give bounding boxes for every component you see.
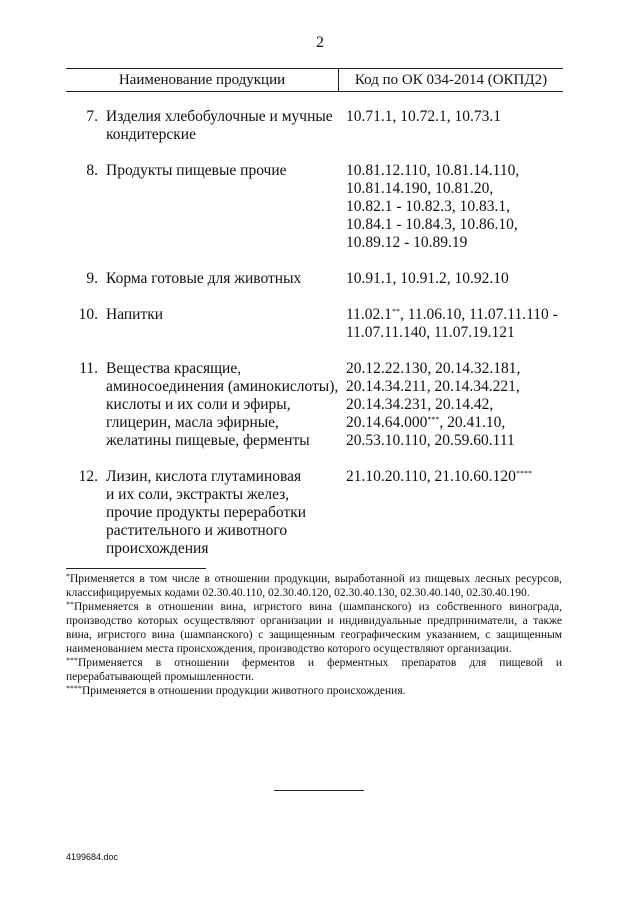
table-row (66, 162, 563, 252)
row-name-line: аминосоединения (аминокислоты), (106, 378, 339, 395)
code-text: , 20.41.10, (439, 414, 506, 431)
row-code-line: 10.71.1, 10.72.1, 10.73.1 (346, 108, 501, 125)
row-code-line (346, 414, 563, 432)
row-name-line: Корма готовые для животных (106, 270, 302, 287)
row-code (338, 270, 563, 288)
row-code-line: 10.82.1 - 10.82.3, 10.83.1, (346, 198, 511, 215)
row-code-line: 20.14.34.211, 20.14.34.221, (346, 378, 520, 395)
footnote (66, 600, 562, 656)
footnote-text: Применяется в отношении продукции животного происхождения. (82, 685, 406, 697)
products-table (66, 68, 563, 558)
footnote-mark: *** (66, 656, 78, 665)
row-name (106, 306, 338, 342)
row-code-line: 10.84.1 - 10.84.3, 10.86.10, (346, 216, 518, 233)
row-name-line: прочие продукты переработки (106, 504, 307, 521)
row-code-line: 10.91.1, 10.91.2, 10.92.10 (346, 270, 509, 287)
row-number: 11. (79, 360, 98, 377)
footnote-mark: **** (66, 684, 82, 693)
footnote (66, 684, 562, 698)
table-row (66, 360, 563, 450)
footnote-text: Применяется в том числе в отношении продукции, выработанной из пищевых лесных ресурсов, классифицируемых кодами 02.30.40.110, 02.30.40.120, 02.30.40.130, 02.30.40.140, 02.30.40.190. (66, 573, 562, 599)
row-code-line: 20.53.10.110, 20.59.60.111 (346, 432, 515, 449)
row-name (106, 108, 338, 144)
row-name-line: Продукты пищевые прочие (106, 162, 287, 179)
footnote-text: Применяется в отношении вина, игристого вина (шампанского) из собственного винограда, производство которых осуществляют организации и индивидуальные предприниматели, а также вина, игристого вина (шампанского) с защищенным географическим указанием, с защищенным наименованием места происхождения, производство которого осуществляют организации. (66, 601, 562, 655)
row-code-line: 10.81.12.110, 10.81.14.110, (346, 162, 520, 179)
code-text: 20.14.64.000 (346, 414, 428, 431)
row-name-line: глицерин, масла эфирные, (106, 414, 279, 431)
row-name-line: растительного и животного (106, 522, 288, 539)
table-row (66, 108, 563, 144)
code-text: 11.02.1 (346, 306, 392, 323)
row-name-line: кислоты и их соли и эфиры, (106, 396, 291, 413)
header-product-name: Наименование продукции (118, 71, 286, 88)
row-code-line: 20.12.22.130, 20.14.32.181, (346, 360, 521, 377)
row-name-line: и их соли, экстракты желез, (106, 486, 290, 503)
row-code-line (346, 306, 563, 324)
row-code (338, 108, 563, 144)
header-code: Код по ОК 034-2014 (ОКПД2) (338, 69, 563, 91)
table-header (66, 68, 563, 92)
row-code-line (346, 468, 563, 486)
code-text: 21.10.20.110, 21.10.60.120 (346, 468, 516, 485)
footnote-mark: ** (66, 600, 74, 609)
footnote (66, 572, 562, 600)
row-number: 9. (86, 270, 98, 287)
row-code-line: 11.07.11.140, 11.07.19.121 (346, 324, 515, 341)
row-code (338, 162, 563, 252)
row-code-line: 10.81.14.190, 10.81.20, (346, 180, 494, 197)
footnote-ref: ** (391, 307, 400, 316)
footnote-ref: *** (427, 415, 440, 424)
row-code (338, 306, 563, 342)
document-filename: 4199684.doc (66, 852, 119, 862)
row-code (338, 468, 563, 558)
table-row (66, 468, 563, 558)
table-row (66, 270, 563, 288)
row-number: 10. (78, 306, 98, 323)
row-number: 8. (86, 162, 98, 179)
row-name (106, 270, 338, 288)
footnote-text: Применяется в отношении ферментов и ферментных препаратов для пищевой и перерабатывающей промышленности. (66, 657, 562, 683)
row-number: 7. (86, 108, 98, 125)
row-code-line: 20.14.34.231, 20.14.42, (346, 396, 494, 413)
code-text: , 11.06.10, 11.07.11.110 - (399, 306, 558, 323)
page-number: 2 (316, 34, 324, 51)
row-name-line: Изделия хлебобулочные и мучные (106, 108, 333, 125)
row-name-line: желатины пищевые, ферменты (106, 432, 310, 449)
footnote-divider (66, 568, 206, 569)
end-divider (274, 790, 364, 791)
row-code (338, 360, 563, 450)
row-name-line: кондитерские (106, 126, 196, 143)
footnote-ref: **** (515, 469, 532, 478)
row-name-line: Лизин, кислота глутаминовая (106, 468, 302, 485)
row-name (106, 162, 338, 252)
table-row (66, 306, 563, 342)
row-name (106, 468, 338, 558)
footnotes (66, 572, 562, 698)
footnote-mark: * (66, 572, 70, 581)
row-name (106, 360, 338, 450)
row-number: 12. (78, 468, 98, 485)
row-name-line: Напитки (106, 306, 164, 323)
row-code-line: 10.89.12 - 10.89.19 (346, 234, 468, 251)
footnote (66, 656, 562, 684)
row-name-line: происхождения (106, 540, 209, 557)
row-name-line: Вещества красящие, (106, 360, 242, 377)
